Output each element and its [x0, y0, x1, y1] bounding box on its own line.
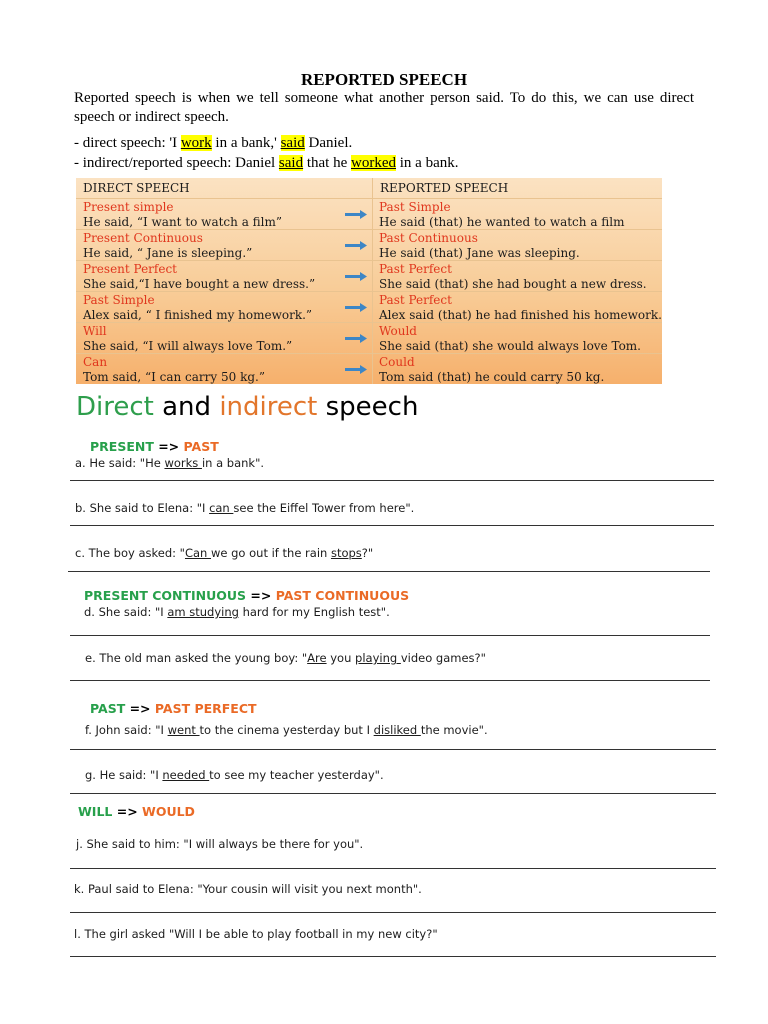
answer-line[interactable]: [70, 680, 710, 681]
answer-line[interactable]: [70, 525, 714, 526]
question-g: g. He said: "I needed to see my teacher yesterday".: [85, 768, 384, 782]
table-row: Can Tom said, “I can carry 50 kg.” Could Tom said (that) he could carry 50 kg.: [76, 353, 662, 385]
arrow-right-icon: [345, 241, 367, 250]
answer-line[interactable]: [70, 480, 714, 481]
arrow-right-icon: [345, 365, 367, 374]
answer-line[interactable]: [70, 749, 716, 750]
arrow-right-icon: [345, 303, 367, 312]
answer-line[interactable]: [70, 912, 716, 913]
question-l: l. The girl asked "Will I be able to play football in my new city?": [74, 927, 438, 941]
question-b: b. She said to Elena: "I can see the Eiffel Tower from here".: [75, 501, 415, 515]
tense-conversion-table: [76, 178, 662, 384]
section-present-continuous-past-continuous: PRESENT CONTINUOUS => PAST CONTINUOUS: [84, 588, 410, 603]
arrow-right-icon: [345, 272, 367, 281]
worksheet-heading: Direct and indirect speech: [76, 392, 419, 422]
section-present-past: PRESENT => PAST: [90, 439, 219, 454]
example-indirect: - indirect/reported speech: Daniel said that he worked in a bank.: [74, 155, 459, 171]
question-f: f. John said: "I went to the cinema yesterday but I disliked the movie".: [85, 723, 488, 737]
arrow-right-icon: [345, 210, 367, 219]
table-row: Past Simple Alex said, “ I finished my homework.” Past Perfect Alex said (that) he had finished his homework.: [76, 291, 662, 323]
question-c: c. The boy asked: "Can we go out if the rain stops?": [75, 546, 374, 560]
table-row: Will She said, “I will always love Tom.” Would She said (that) she would always love Tom.: [76, 322, 662, 354]
intro-paragraph: Reported speech is when we tell someone what another person said. To do this, we can use direct speech or indirect speech.: [74, 90, 694, 125]
question-e: e. The old man asked the young boy: "Are you playing video games?": [85, 651, 486, 665]
section-past-past-perfect: PAST => PAST PERFECT: [90, 701, 257, 716]
table-row: Present Continuous He said, “ Jane is sleeping.” Past Continuous He said (that) Jane was sleeping.: [76, 229, 662, 261]
table-row: Present simple He said, “I want to watch a film” Past Simple He said (that) he wanted to watch a film: [76, 198, 662, 230]
page-title: REPORTED SPEECH: [300, 70, 468, 89]
answer-line[interactable]: [70, 956, 716, 957]
section-will-would: WILL => WOULD: [78, 804, 195, 819]
question-j: j. She said to him: "I will always be there for you".: [76, 837, 364, 851]
answer-line[interactable]: [70, 868, 716, 869]
answer-line[interactable]: [70, 793, 716, 794]
arrow-right-icon: [345, 334, 367, 343]
example-direct: - direct speech: 'I work in a bank,' said Daniel.: [74, 135, 353, 151]
question-d: d. She said: "I am studying hard for my English test".: [84, 605, 390, 619]
answer-line[interactable]: [70, 635, 710, 636]
answer-line[interactable]: [68, 571, 710, 572]
table-row: Present Perfect She said,“I have bought a new dress.” Past Perfect She said (that) she had bought a new dress.: [76, 260, 662, 292]
question-k: k. Paul said to Elena: "Your cousin will visit you next month".: [74, 882, 422, 896]
table-header-row: [76, 178, 662, 200]
header-reported-speech: REPORTED SPEECH: [380, 181, 509, 195]
question-a: a. He said: "He works in a bank".: [75, 456, 265, 470]
header-direct-speech: DIRECT SPEECH: [83, 181, 190, 195]
